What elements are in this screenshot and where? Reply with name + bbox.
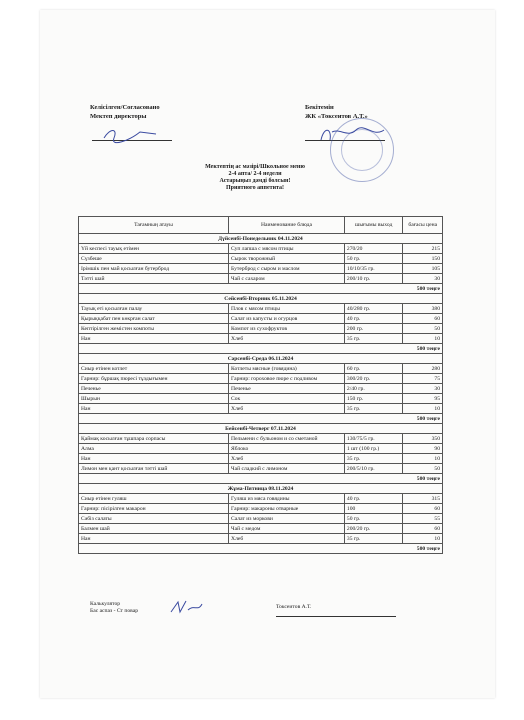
table-row <box>79 434 443 444</box>
dish-russian-name: Бутерброд с сыром и маслом <box>229 264 345 274</box>
dish-russian-name: Суп лапша с мясом птицы <box>229 244 345 254</box>
dish-russian-name: Хлеб <box>229 334 345 344</box>
dish-kazakh-name: Сиыр етінен гуляш <box>79 494 229 504</box>
table-row <box>79 404 443 414</box>
dish-russian-name: Плов с мясом птицы <box>229 304 345 314</box>
dish-kazakh-name: Балмен шай <box>79 524 229 534</box>
approver-signature <box>318 124 388 146</box>
dish-kazakh-name: Печенье <box>79 384 229 394</box>
dish-portion: 200/5/10 гр. <box>344 464 403 474</box>
calculator-label: Калькулятор <box>90 601 121 607</box>
dish-price: 280 <box>403 364 443 374</box>
dish-portion: 35 гр. <box>344 454 403 464</box>
header-kazakh-name: Тағамның атауы <box>79 217 229 234</box>
dish-price: 75 <box>403 374 443 384</box>
dish-russian-name: Сок <box>229 394 345 404</box>
footer-name: Токсеитов А.Т. <box>276 604 312 610</box>
menu-title-line3: Астарыңыз дәмді болсын! <box>219 178 291 184</box>
dish-portion: 10/10/35 гр. <box>344 264 403 274</box>
dish-portion: 200 гр. <box>344 324 403 334</box>
day-header-row <box>79 354 443 364</box>
table-row <box>79 514 443 524</box>
table-row <box>79 504 443 514</box>
agreed-label: Келісілген/Согласовано <box>90 104 160 111</box>
table-row <box>79 454 443 464</box>
dish-portion: 130/75/5 гр. <box>344 434 403 444</box>
dish-russian-name: Яблоко <box>229 444 345 454</box>
table-row <box>79 364 443 374</box>
day-total-row <box>79 344 443 354</box>
day-total: 500 теңге <box>79 474 443 484</box>
header-price: бағасы цена <box>403 217 443 234</box>
table-row <box>79 254 443 264</box>
day-total-row <box>79 414 443 424</box>
dish-price: 10 <box>403 454 443 464</box>
dish-russian-name: Салат из капусты и огурцов <box>229 314 345 324</box>
dish-portion: 270/20 <box>344 244 403 254</box>
day-label: Сәрсенбі-Среда 06.11.2024 <box>79 354 443 364</box>
day-total-row <box>79 284 443 294</box>
dish-kazakh-name: Нан <box>79 404 229 414</box>
dish-kazakh-name: Нан <box>79 334 229 344</box>
day-total: 500 теңге <box>79 414 443 424</box>
day-total: 500 теңге <box>79 544 443 554</box>
table-row <box>79 264 443 274</box>
dish-kazakh-name: Үй кеспесі тауық етімен <box>79 244 229 254</box>
dish-portion: 35 гр. <box>344 534 403 544</box>
dish-russian-name: Гарнир: гороховое пюре с подливом <box>229 374 345 384</box>
table-row <box>79 324 443 334</box>
dish-kazakh-name: Алма <box>79 444 229 454</box>
table-row <box>79 524 443 534</box>
footer-calculator <box>90 601 138 615</box>
dish-price: 50 <box>403 324 443 334</box>
agreed-block <box>90 103 160 121</box>
dish-portion: 50 гр. <box>344 514 403 524</box>
dish-portion: 50 гр. <box>344 254 403 264</box>
dish-kazakh-name: Қаймақ косылған тұшпара сорпасы <box>79 434 229 444</box>
dish-kazakh-name: Нан <box>79 454 229 464</box>
dish-price: 380 <box>403 304 443 314</box>
table-row <box>79 384 443 394</box>
day-header-row <box>79 234 443 244</box>
dish-russian-name: Сырок творожный <box>229 254 345 264</box>
dish-price: 55 <box>403 514 443 524</box>
menu-title-line2: 2-4 апта/ 2-4 недели <box>228 171 282 177</box>
approver-name: ЖК «Токсеитов А.Т.» <box>305 113 368 120</box>
day-total: 500 теңге <box>79 344 443 354</box>
dish-portion: 40/280 гр. <box>344 304 403 314</box>
dish-price: 30 <box>403 274 443 284</box>
table-row <box>79 334 443 344</box>
menu-title-line1: Мектептің ас мәзірі/Школьное меню <box>205 164 305 170</box>
dish-price: 30 <box>403 384 443 394</box>
dish-price: 350 <box>403 434 443 444</box>
dish-portion: 100 <box>344 504 403 514</box>
chef-signature <box>168 598 204 616</box>
school-director-label: Мектеп директоры <box>90 113 147 120</box>
dish-russian-name: Гуляш из мяса говядины <box>229 494 345 504</box>
table-row <box>79 464 443 474</box>
header-russian-name: Наименование блюда <box>229 217 345 234</box>
dish-russian-name: Хлеб <box>229 404 345 414</box>
dish-kazakh-name: Шырын <box>79 394 229 404</box>
table-row <box>79 444 443 454</box>
dish-russian-name: Котлеты мясные (говядина) <box>229 364 345 374</box>
table-row <box>79 494 443 504</box>
dish-kazakh-name: Гарнир: пісірілген макарон <box>79 504 229 514</box>
dish-price: 215 <box>403 244 443 254</box>
day-header-row <box>79 294 443 304</box>
dish-kazakh-name: Лимон мен қант қосылған тәтті шай <box>79 464 229 474</box>
dish-portion: 200/20 гр. <box>344 524 403 534</box>
table-row <box>79 274 443 284</box>
dish-russian-name: Гарнир: макароны отварные <box>229 504 345 514</box>
menu-title-line4: Приятного аппетита! <box>225 185 285 191</box>
day-label: Дүйсенбі-Понедельник 04.11.2024 <box>79 234 443 244</box>
head-chef-label: Бас аспаз - Ст повар <box>90 608 139 614</box>
day-total: 500 теңге <box>79 284 443 294</box>
dish-kazakh-name: Сәбіз салаты <box>79 514 229 524</box>
day-total-row <box>79 474 443 484</box>
dish-portion: 300/20 гр. <box>344 374 403 384</box>
director-signature <box>100 124 160 144</box>
dish-kazakh-name: Тәтті шай <box>79 274 229 284</box>
table-row <box>79 394 443 404</box>
dish-kazakh-name: Сүзбеше <box>79 254 229 264</box>
dish-russian-name: Чай с медом <box>229 524 345 534</box>
dish-price: 315 <box>403 494 443 504</box>
day-label: Жұма-Пятница 08.11.2024 <box>79 484 443 494</box>
dish-russian-name: Хлеб <box>229 534 345 544</box>
dish-portion: 1 шт (100 гр.) <box>344 444 403 454</box>
table-row <box>79 374 443 384</box>
dish-russian-name: Чай с сахаром <box>229 274 345 284</box>
dish-kazakh-name: Сиыр етінен котлет <box>79 364 229 374</box>
footer-signature-line <box>276 616 396 617</box>
dish-portion: 40 гр. <box>344 494 403 504</box>
menu-table <box>78 216 443 554</box>
table-row <box>79 304 443 314</box>
dish-price: 60 <box>403 504 443 514</box>
dish-russian-name: Компот из сухофруктов <box>229 324 345 334</box>
dish-russian-name: Хлеб <box>229 454 345 464</box>
dish-kazakh-name: Нан <box>79 534 229 544</box>
dish-price: 105 <box>403 264 443 274</box>
approved-label: Бекітемін <box>305 104 334 111</box>
menu-title <box>180 164 330 192</box>
dish-portion: 2/40 гр. <box>344 384 403 394</box>
dish-russian-name: Пельмени с бульоном и со сметаной <box>229 434 345 444</box>
dish-price: 10 <box>403 334 443 344</box>
table-row <box>79 244 443 254</box>
table-row <box>79 314 443 324</box>
dish-russian-name: Салат из моркови <box>229 514 345 524</box>
dish-price: 150 <box>403 254 443 264</box>
menu-body <box>79 234 443 554</box>
day-total-row <box>79 544 443 554</box>
day-header-row <box>79 484 443 494</box>
dish-portion: 200/10 гр. <box>344 274 403 284</box>
dish-kazakh-name: Ірімшік пен май қосылған бутерброд <box>79 264 229 274</box>
header-row <box>79 217 443 234</box>
dish-price: 95 <box>403 394 443 404</box>
dish-portion: 40 гр. <box>344 314 403 324</box>
dish-price: 50 <box>403 464 443 474</box>
header-portion: шығымы выход <box>344 217 403 234</box>
dish-kazakh-name: Гарнир: бұршақ пюресі тұздығымен <box>79 374 229 384</box>
dish-russian-name: Чай сладкий с лимоном <box>229 464 345 474</box>
dish-portion: 35 гр. <box>344 404 403 414</box>
day-header-row <box>79 424 443 434</box>
dish-price: 90 <box>403 444 443 454</box>
dish-portion: 60 гр. <box>344 364 403 374</box>
dish-portion: 150 гр. <box>344 394 403 404</box>
dish-portion: 35 гр. <box>344 334 403 344</box>
dish-kazakh-name: Кептірілген жемістен компоты <box>79 324 229 334</box>
day-label: Бейсенбі-Четверг 07.11.2024 <box>79 424 443 434</box>
day-label: Сейсенбі-Вторник 05.11.2024 <box>79 294 443 304</box>
dish-price: 10 <box>403 534 443 544</box>
dish-price: 60 <box>403 314 443 324</box>
table-row <box>79 534 443 544</box>
dish-kazakh-name: Тауық еті қосылған палау <box>79 304 229 314</box>
dish-price: 60 <box>403 524 443 534</box>
dish-price: 10 <box>403 404 443 414</box>
dish-kazakh-name: Қырыққабат пен көкрған салат <box>79 314 229 324</box>
dish-russian-name: Печенье <box>229 384 345 394</box>
